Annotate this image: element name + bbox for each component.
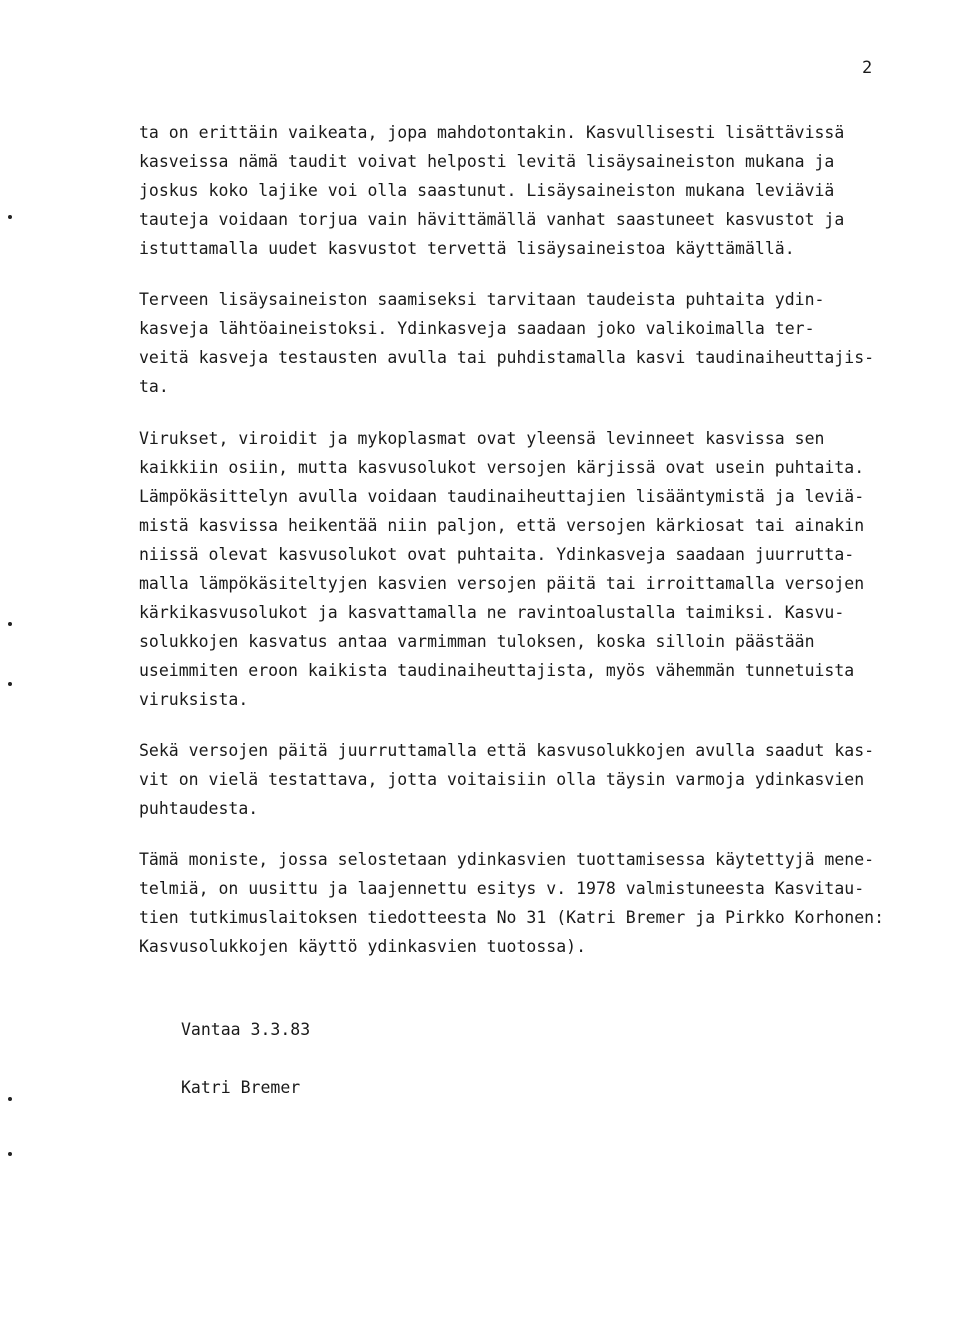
text-line: kasveissa nämä taudit voivat helposti levitä lisäysaineiston mukana ja — [139, 152, 835, 171]
paragraph-2 — [139, 285, 919, 401]
place-date: Vantaa 3.3.83 — [181, 1020, 311, 1039]
text-line: kaikkiin osiin, mutta kasvusolukot versojen kärjissä ovat usein puhtaita. — [139, 458, 865, 477]
scan-speck — [8, 215, 12, 219]
text-line: vit on vielä testattava, jotta voitaisiin olla täysin varmoja ydinkasvien — [139, 770, 865, 789]
paragraph-spacer — [139, 263, 919, 285]
page-number: 2 — [862, 58, 873, 78]
author-name: Katri Bremer — [181, 1078, 301, 1097]
text-line: telmiä, on uusittu ja laajennettu esitys v. 1978 valmistuneesta Kasvitau- — [139, 879, 865, 898]
paragraph-1 — [139, 118, 919, 263]
text-line: Terveen lisäysaineiston saamiseksi tarvitaan taudeista puhtaita ydin- — [139, 290, 825, 309]
paragraph-5 — [139, 845, 919, 961]
scan-speck — [8, 682, 12, 686]
document-body — [139, 118, 919, 961]
text-line: puhtaudesta. — [139, 799, 259, 818]
text-line: istuttamalla uudet kasvustot tervettä lisäysaineistoa käyttämällä. — [139, 239, 795, 258]
scan-speck — [8, 1152, 12, 1156]
text-line: viruksista. — [139, 690, 249, 709]
paragraph-3 — [139, 424, 919, 714]
text-line: useimmiten eroon kaikista taudinaiheuttajista, myös vähemmän tunnetuista — [139, 661, 855, 680]
paragraph-spacer — [139, 401, 919, 424]
text-line: joskus koko lajike voi olla saastunut. Lisäysaineiston mukana leviäviä — [139, 181, 835, 200]
text-line: kasveja lähtöaineistoksi. Ydinkasveja saadaan joko valikoimalla ter- — [139, 319, 815, 338]
text-line: ta on erittäin vaikeata, jopa mahdotontakin. Kasvullisesti lisättävissä — [139, 123, 845, 142]
text-line: Sekä versojen päitä juurruttamalla että kasvusolukkojen avulla saadut kas- — [139, 741, 875, 760]
text-line: Kasvusolukkojen käyttö ydinkasvien tuotossa). — [139, 937, 587, 956]
text-line: malla lämpökäsiteltyjen kasvien versojen päitä tai irroittamalla versojen — [139, 574, 865, 593]
paragraph-spacer — [139, 714, 919, 736]
text-line: tien tutkimuslaitoksen tiedotteesta No 31 (Katri Bremer ja Pirkko Korhonen: — [139, 908, 885, 927]
paragraph-spacer — [139, 823, 919, 845]
paragraph-4 — [139, 736, 919, 823]
text-line: kärkikasvusolukot ja kasvattamalla ne ravintoalustalla taimiksi. Kasvu- — [139, 603, 845, 622]
text-line: tauteja voidaan torjua vain hävittämällä vanhat saastuneet kasvustot ja — [139, 210, 845, 229]
text-line: mistä kasvissa heikentää niin paljon, että versojen kärkiosat tai ainakin — [139, 516, 865, 535]
text-line: veitä kasveja testausten avulla tai puhdistamalla kasvi taudinaiheuttajis- — [139, 348, 875, 367]
text-line: Lämpökäsittelyn avulla voidaan taudinaiheuttajien lisääntymistä ja leviä- — [139, 487, 865, 506]
scan-speck — [8, 1097, 12, 1101]
text-line: Tämä moniste, jossa selostetaan ydinkasvien tuottamisessa käytettyjä mene- — [139, 850, 875, 869]
text-line: Virukset, viroidit ja mykoplasmat ovat yleensä levinneet kasvissa sen — [139, 429, 825, 448]
scan-speck — [8, 622, 12, 626]
text-line: niissä olevat kasvusolukot ovat puhtaita. Ydinkasveja saadaan juurrutta- — [139, 545, 855, 564]
text-line: ta. — [139, 377, 169, 396]
text-line: solukkojen kasvatus antaa varmimman tuloksen, koska silloin päästään — [139, 632, 815, 651]
